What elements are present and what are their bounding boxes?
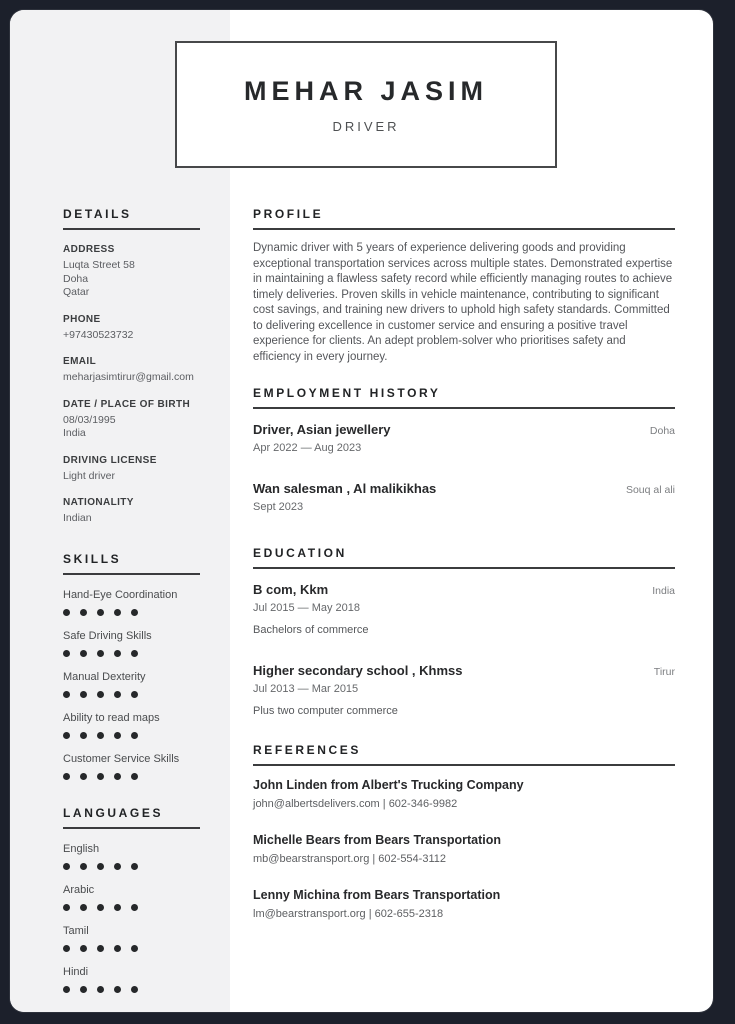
profile-section <box>253 207 675 365</box>
skills-section <box>63 552 200 780</box>
sidebar <box>63 207 200 993</box>
degree-location: India <box>652 585 675 597</box>
skills-heading: SKILLS <box>63 552 200 575</box>
rating-dot <box>131 650 138 657</box>
degree-period: Jul 2013 — Mar 2015 <box>253 683 359 695</box>
skill-rating-dots <box>63 650 200 657</box>
degree-location: Tirur <box>653 666 675 678</box>
skill-rating-dots <box>63 609 200 616</box>
language-name: Hindi <box>63 965 89 978</box>
rating-dot <box>63 904 70 911</box>
job-period: Apr 2022 — Aug 2023 <box>253 442 362 454</box>
language-rating-dots <box>63 863 200 870</box>
rating-dot <box>131 773 138 780</box>
detail-field-address <box>63 243 200 300</box>
skill-name: Manual Dexterity <box>63 670 146 683</box>
rating-dot <box>131 691 138 698</box>
field-value: Luqta Street 58 <box>63 259 135 271</box>
rating-dot <box>131 863 138 870</box>
degree-title: Higher secondary school , Khmss <box>253 663 463 678</box>
rating-dot <box>63 986 70 993</box>
reference-contact: lm@bearstransport.org | 602-655-2318 <box>253 908 444 920</box>
education-heading: EDUCATION <box>253 546 675 569</box>
languages-heading: LANGUAGES <box>63 806 200 829</box>
header-name-box <box>175 41 557 168</box>
rating-dot <box>114 986 121 993</box>
rating-dot <box>97 691 104 698</box>
rating-dot <box>131 609 138 616</box>
field-value: Qatar <box>63 286 90 298</box>
rating-dot <box>114 945 121 952</box>
detail-field-nationality <box>63 496 200 526</box>
job-location: Souq al ali <box>625 484 675 496</box>
field-label: DATE / PLACE OF BIRTH <box>63 398 191 410</box>
field-label: DRIVING LICENSE <box>63 454 157 466</box>
entry-header-row <box>253 663 675 678</box>
degree-period: Jul 2015 — May 2018 <box>253 602 361 614</box>
rating-dot <box>97 945 104 952</box>
candidate-name: MEHAR JASIM <box>243 75 488 106</box>
rating-dot <box>114 691 121 698</box>
rating-dot <box>97 732 104 739</box>
employment-entry <box>253 422 675 454</box>
skill-name: Customer Service Skills <box>63 752 180 765</box>
skill-rating-dots <box>63 773 200 780</box>
education-entry <box>253 663 675 717</box>
field-value: Indian <box>63 512 92 524</box>
field-value: meharjasimtirur@gmail.com <box>63 371 194 383</box>
skill-name: Ability to read maps <box>63 711 160 724</box>
skill-name: Safe Driving Skills <box>63 629 152 642</box>
skill-name: Hand-Eye Coordination <box>63 588 178 601</box>
reference-entry <box>253 888 675 920</box>
field-value: India <box>63 427 86 439</box>
main-column <box>253 207 675 920</box>
skill-item <box>63 671 200 698</box>
rating-dot <box>114 650 121 657</box>
rating-dot <box>63 773 70 780</box>
skill-item <box>63 753 200 780</box>
rating-dot <box>97 863 104 870</box>
entry-header-row <box>253 422 675 437</box>
skill-item <box>63 630 200 657</box>
field-value: 08/03/1995 <box>63 413 116 426</box>
language-item <box>63 966 200 993</box>
skill-rating-dots <box>63 732 200 739</box>
rating-dot <box>63 650 70 657</box>
job-period: Sept 2023 <box>253 501 304 513</box>
degree-title: B com, Kkm <box>253 582 329 597</box>
skill-rating-dots <box>63 691 200 698</box>
entry-header-row <box>253 481 675 496</box>
detail-field-phone <box>63 313 200 343</box>
field-label: EMAIL <box>63 356 97 367</box>
profile-text: Dynamic driver with 5 years of experience delivering goods and providing exceptional transportation services across multiple states. Demonstrated expertise in maintaining a flawless safety record while efficiently managing routes to achieve timely deliveries. Proven skills in vehicle maintenance, contributing to significant cost savings, and training new drivers to uphold high safety standards. Committed to delivering excellence in customer service and ensuring a positive travel experience for clients. An adept problem-solver who prioritises safety and efficiency in every journey. <box>253 242 673 363</box>
rating-dot <box>80 863 87 870</box>
language-item <box>63 843 200 870</box>
reference-name: John Linden from Albert's Trucking Company <box>253 778 524 792</box>
skill-item <box>63 712 200 739</box>
rating-dot <box>63 732 70 739</box>
details-section <box>63 207 200 526</box>
rating-dot <box>114 904 121 911</box>
language-name: Arabic <box>63 883 95 896</box>
reference-name: Lenny Michina from Bears Transportation <box>253 888 501 902</box>
rating-dot <box>80 609 87 616</box>
rating-dot <box>63 863 70 870</box>
language-name: English <box>63 842 100 855</box>
languages-section <box>63 806 200 993</box>
rating-dot <box>97 904 104 911</box>
details-heading: DETAILS <box>63 207 200 230</box>
references-section <box>253 743 675 920</box>
reference-entry <box>253 833 675 865</box>
entry-header-row <box>253 582 675 597</box>
field-value: Doha <box>63 272 89 285</box>
degree-description: Bachelors of commerce <box>253 624 369 636</box>
job-title: Driver, Asian jewellery <box>253 422 391 437</box>
rating-dot <box>80 773 87 780</box>
reference-entry <box>253 778 675 810</box>
degree-description: Plus two computer commerce <box>253 705 398 717</box>
rating-dot <box>80 986 87 993</box>
resume-page <box>10 10 713 1012</box>
candidate-job-title: DRIVER <box>332 118 400 134</box>
profile-heading: PROFILE <box>253 207 675 230</box>
language-item <box>63 925 200 952</box>
rating-dot <box>80 650 87 657</box>
rating-dot <box>80 691 87 698</box>
rating-dot <box>97 773 104 780</box>
field-label: NATIONALITY <box>63 497 134 508</box>
employment-section <box>253 386 675 513</box>
rating-dot <box>131 945 138 952</box>
references-heading: REFERENCES <box>253 743 675 766</box>
education-section <box>253 546 675 717</box>
language-item <box>63 884 200 911</box>
rating-dot <box>114 732 121 739</box>
rating-dot <box>80 732 87 739</box>
field-value: Light driver <box>63 469 115 482</box>
job-title: Wan salesman , Al malikikhas <box>253 481 437 496</box>
rating-dot <box>80 945 87 952</box>
language-rating-dots <box>63 904 200 911</box>
rating-dot <box>63 609 70 616</box>
field-label: PHONE <box>63 313 101 325</box>
language-name: Tamil <box>63 924 89 937</box>
employment-entry <box>253 481 675 513</box>
field-value: +97430523732 <box>63 328 134 341</box>
language-rating-dots <box>63 945 200 952</box>
job-location: Doha <box>649 425 675 437</box>
detail-field-email <box>63 355 200 385</box>
rating-dot <box>97 650 104 657</box>
employment-heading: EMPLOYMENT HISTORY <box>253 386 675 409</box>
rating-dot <box>131 986 138 993</box>
reference-contact: john@albertsdelivers.com | 602-346-9982 <box>253 798 458 810</box>
education-entry <box>253 582 675 636</box>
rating-dot <box>80 904 87 911</box>
rating-dot <box>114 609 121 616</box>
skill-item <box>63 589 200 616</box>
rating-dot <box>114 863 121 870</box>
detail-field-birth <box>63 398 200 441</box>
rating-dot <box>97 986 104 993</box>
detail-field-driving-license <box>63 454 200 484</box>
rating-dot <box>114 773 121 780</box>
rating-dot <box>63 945 70 952</box>
rating-dot <box>63 691 70 698</box>
rating-dot <box>131 732 138 739</box>
language-rating-dots <box>63 986 200 993</box>
rating-dot <box>131 904 138 911</box>
field-label: ADDRESS <box>63 244 115 255</box>
reference-contact: mb@bearstransport.org | 602-554-3112 <box>253 853 446 865</box>
rating-dot <box>97 609 104 616</box>
reference-name: Michelle Bears from Bears Transportation <box>253 833 501 847</box>
